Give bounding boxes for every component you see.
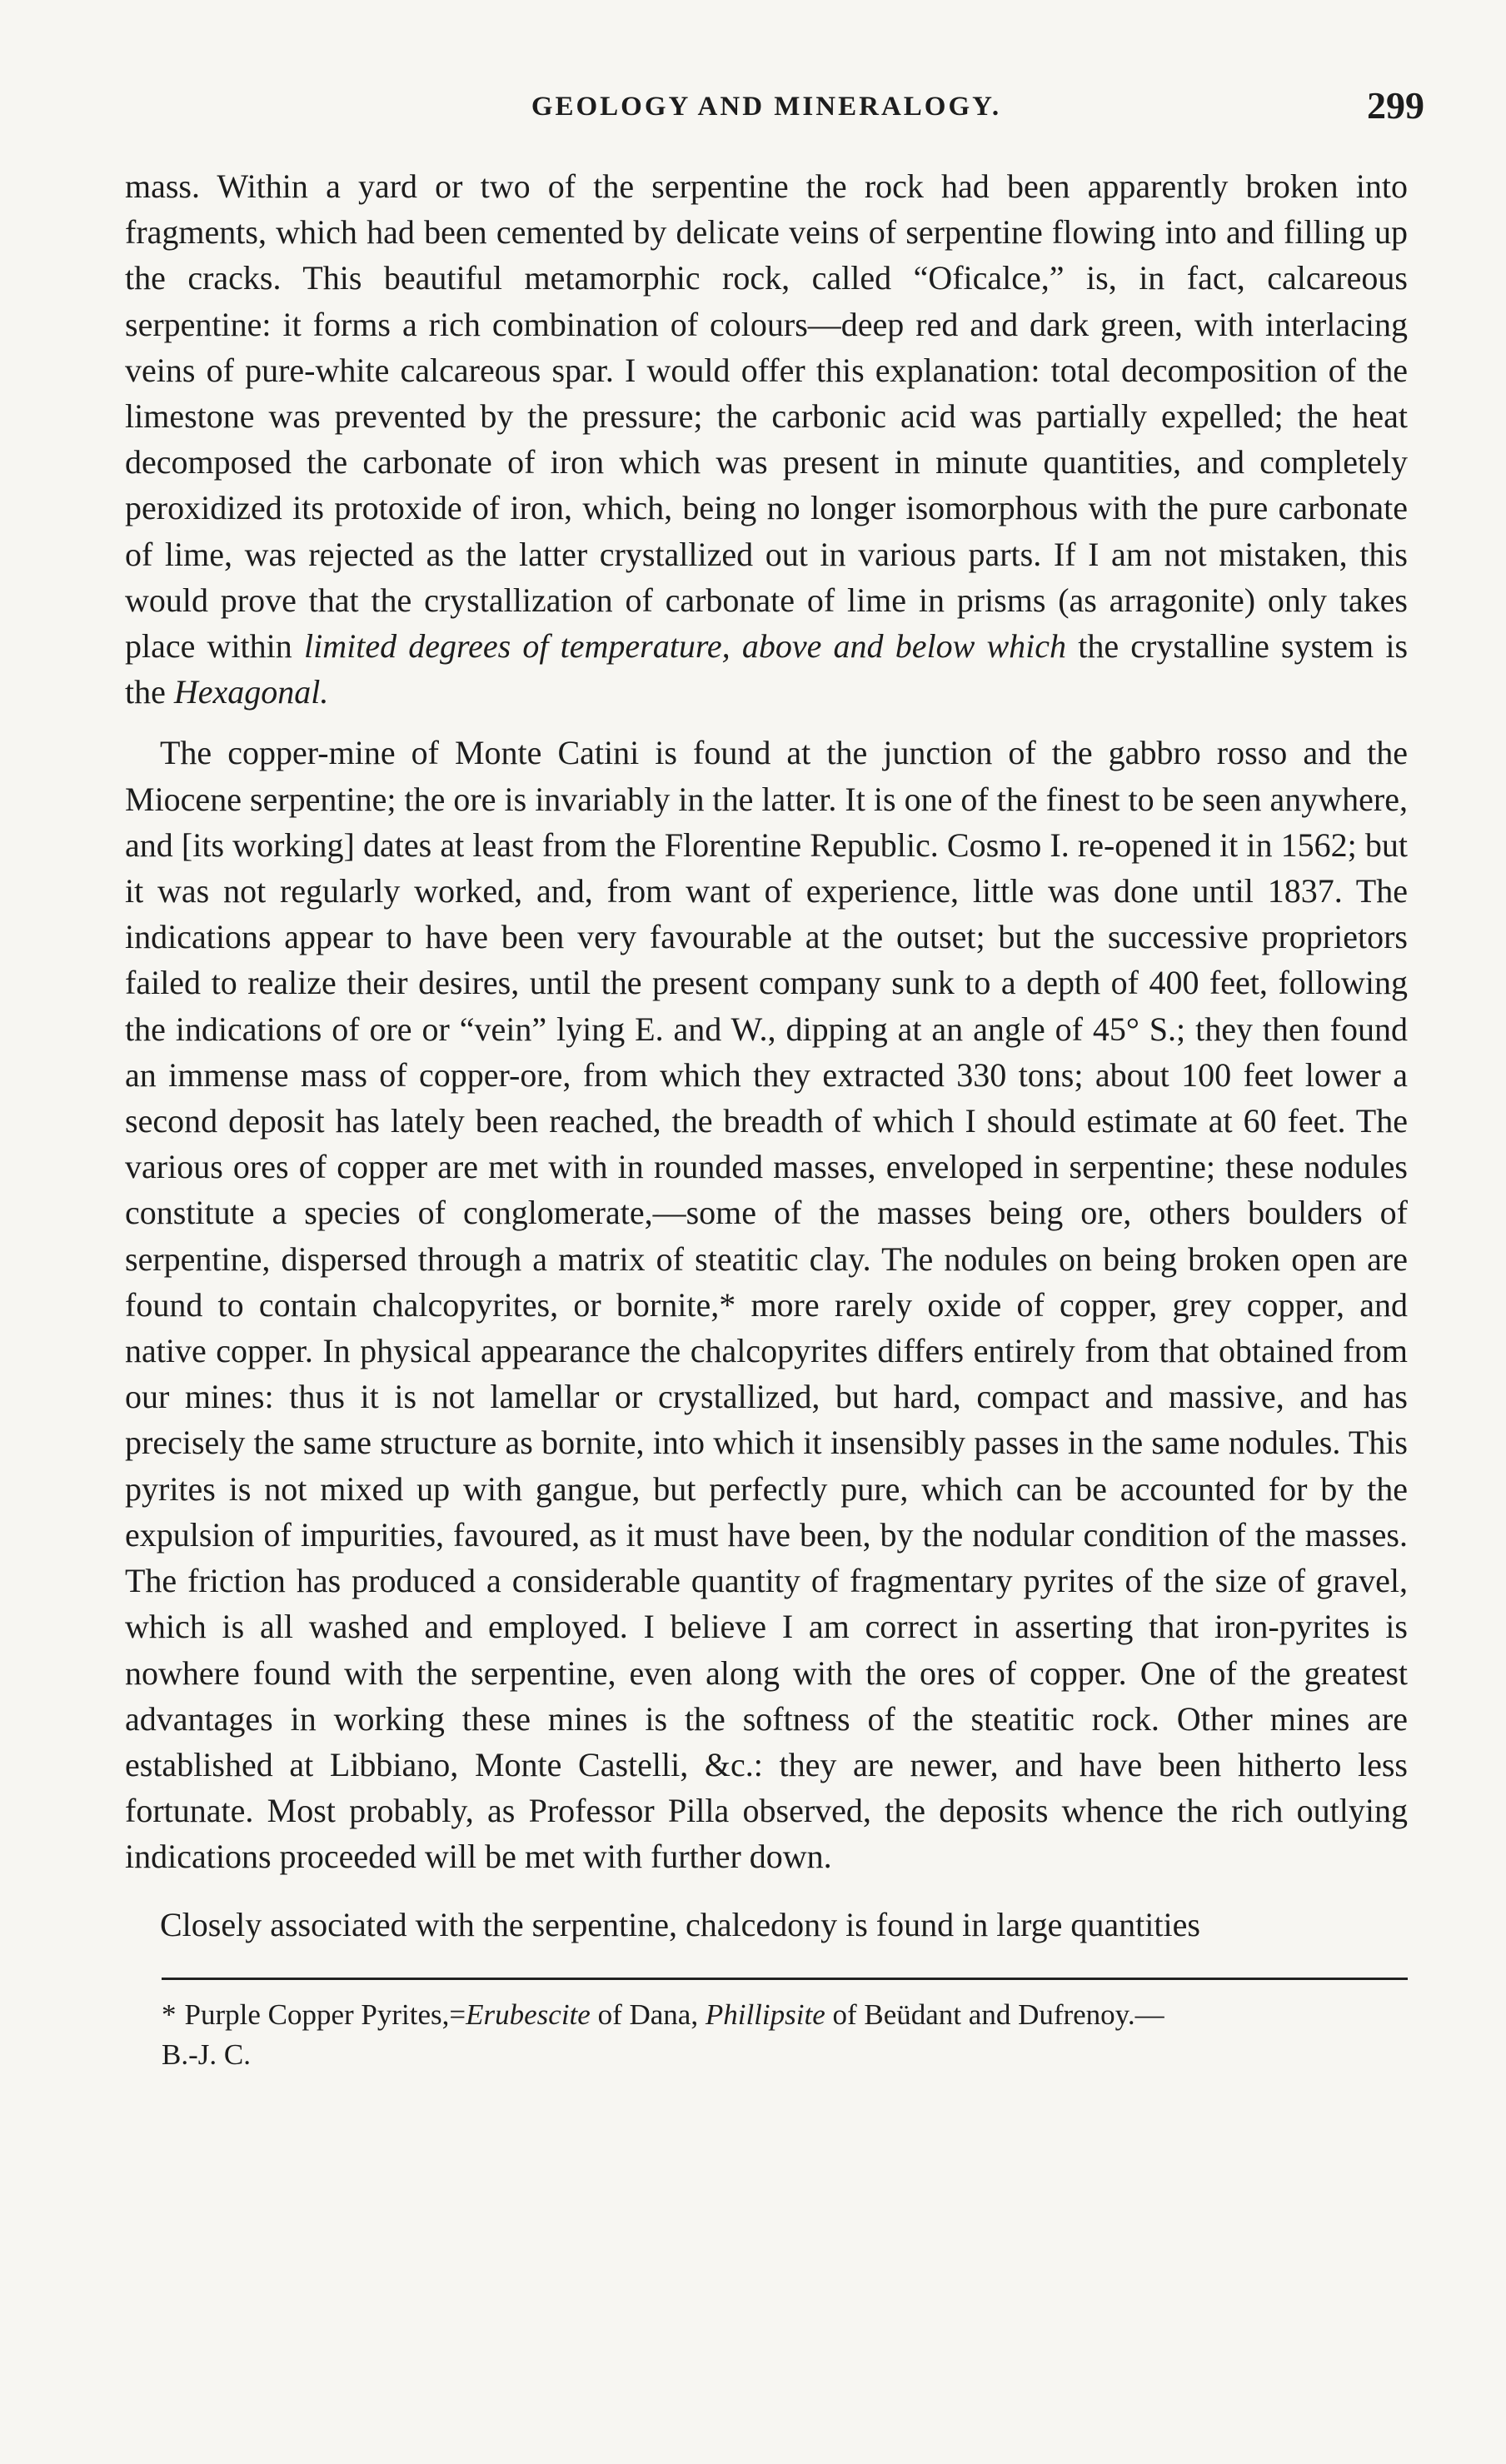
italic-phrase: limited degrees of temperature, above and below which (303, 627, 1067, 666)
book-page (125, 83, 1424, 2075)
page-number: 299 (1367, 84, 1424, 127)
footnote-text: Purple Copper Pyrites,= (184, 1998, 466, 2031)
running-head (125, 83, 1424, 135)
paragraph-oficalce (125, 163, 1408, 715)
paragraph-text: the crystalline system is the (125, 627, 1409, 711)
running-title: GEOLOGY AND MINERALOGY. (531, 92, 1002, 122)
body-text (125, 163, 1408, 1948)
footnote (125, 1995, 1408, 2075)
footnote-text: of Dana, (590, 1998, 706, 2031)
footnote-italic: Phillipsite (705, 1998, 825, 2031)
footnote-text: of Beüdant and Dufrenoy.— (825, 1998, 1164, 2031)
footnote-italic: Erubescite (466, 1998, 591, 2031)
paragraph-text: mass. Within a yard or two of the serpentine the rock had been apparently broken into fragments, which had been cemented by delicate veins of serpentine flowing into and filling up the cracks. This beautiful metamorphic rock, called “Oficalce,” is, in fact, calcareous serpentine: it forms a rich combination of colours—deep red and dark green, with interlacing veins of pure-white calcareous spar. I would offer this explanation: total decomposition of the limestone was prevented by the pressure; the carbonic acid was partially expelled; the heat decomposed the carbonate of iron which was present in minute quantities, and completely peroxidized its protoxide of iron, which, being no longer isomorphous with the pure carbonate of lime, was rejected as the latter crystallized out in various parts. If I am not mistaken, this would prove that the crystallization of carbonate of lime in prisms (as arragonite) only takes place within (125, 167, 1408, 666)
footnote-line (162, 1995, 1408, 2035)
paragraph-monte-catini-mine (125, 730, 1408, 1879)
paragraph-chalcedony (125, 1902, 1408, 1948)
paragraph-text: Closely associated with the serpentine, chalcedony is found in large quantities (160, 1905, 1200, 1943)
italic-phrase: Hexagonal. (173, 673, 329, 711)
footnote-mark: * (162, 1998, 177, 2031)
paragraph-text: The copper-mine of Monte Catini is found at the junction of the gabbro rosso and the Miocene serpentine; the ore is invariably in the latter. It is one of the finest to be seen anywhere, and [its working] dates at least from the Florentine Republic. Cosmo I. re-opened it in 1562; but it was not regularly worked, and, from want of experience, little was done until 1837. The indications appear to have been very favourable at the outset; but the successive proprietors failed to realize their desires, until the present company sunk to a depth of 400 feet, following the indications of ore or “vein” lying E. and W., dipping at an angle of 45° S.; they then found an immense mass of copper-ore, from which they extracted 330 tons; about 100 feet lower a second deposit has lately been reached, the breadth of which I should estimate at 60 feet. The various ores of copper are met with in rounded masses, enveloped in serpentine; these nodules constitute a species of conglomerate,—some of the masses being ore, others boulders of serpentine, dispersed through a matrix of steatitic clay. The nodules on being broken open are found to contain chalcopyrites, or bornite,* more rarely oxide of copper, grey copper, and native copper. In physical appearance the chalcopyrites differs entirely from that obtained from our mines: thus it is not lamellar or crystallized, but hard, compact and massive, and has precisely the same structure as bornite, into which it insensibly passes in the same nodules. This pyrites is not mixed up with gangue, but perfectly pure, which can be accounted for by the expulsion of impurities, favoured, as it must have been, by the nodular condition of the masses. The friction has produced a considerable quantity of fragmentary pyrites of the size of gravel, which is all washed and employed. I believe I am correct in asserting that iron-pyrites is nowhere found with the serpentine, even along with the ores of copper. One of the greatest advantages in working these mines is the softness of the steatitic rock. Other mines are established at Libbiano, Monte Castelli, &c.: they are newer, and have been hitherto less fortunate. Most probably, as Professor Pilla observed, the deposits whence the rich outlying indications proceeded will be met with further down. (125, 734, 1408, 1876)
footnote-rule (162, 1978, 1408, 1980)
footnote-signature: B.-J. C. (162, 2038, 251, 2071)
